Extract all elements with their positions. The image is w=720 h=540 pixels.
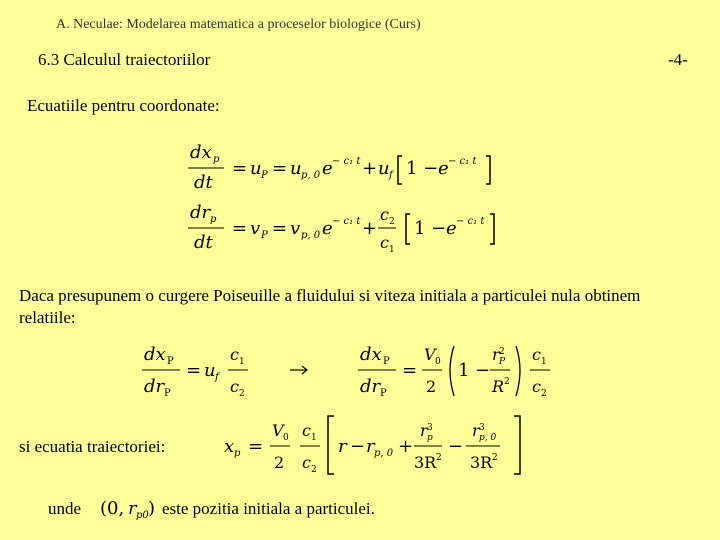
svg-text:c: c <box>532 345 541 364</box>
svg-text:1: 1 <box>389 245 395 255</box>
svg-text:u: u <box>250 158 262 179</box>
svg-text:1 −: 1 − <box>406 158 439 179</box>
svg-text:1: 1 <box>239 357 245 367</box>
svg-text:r: r <box>128 498 137 519</box>
svg-text:0: 0 <box>435 357 441 367</box>
svg-text:e: e <box>446 218 457 239</box>
svg-text:u: u <box>378 158 390 179</box>
svg-text:3: 3 <box>479 423 485 433</box>
velocity-equations <box>180 138 510 258</box>
svg-text:P: P <box>167 356 174 367</box>
svg-text:c: c <box>230 377 239 396</box>
svg-text:2: 2 <box>426 377 437 396</box>
svg-text:=: = <box>186 360 202 381</box>
poiseuille-paragraph: Daca presupunem o curgere Poiseuille a fluidului si viteza initiala a particulei nula obtinem relatiile: <box>19 286 641 327</box>
svg-text:3R: 3R <box>470 453 493 472</box>
svg-text:c: c <box>380 233 389 252</box>
svg-text:dt: dt <box>194 232 213 253</box>
svg-text:c: c <box>230 345 239 364</box>
svg-text:2: 2 <box>504 377 510 387</box>
svg-text:−: − <box>350 436 366 457</box>
svg-text:e: e <box>322 158 333 179</box>
svg-text:c: c <box>302 453 311 472</box>
svg-text:dr: dr <box>190 202 211 223</box>
svg-text:P: P <box>383 356 390 367</box>
svg-text:v: v <box>250 218 261 239</box>
svg-text:r: r <box>366 436 375 457</box>
trajectory-label: si ecuatia traiectoriei: <box>19 437 166 456</box>
svg-text:− c₁ t: − c₁ t <box>332 216 361 227</box>
svg-text:2: 2 <box>436 453 442 463</box>
document-header: A. Neculae: Modelarea matematica a proceselor biologice (Curs) <box>56 17 421 32</box>
svg-text:x: x <box>224 436 235 457</box>
svg-text:P: P <box>499 357 506 367</box>
svg-text:1: 1 <box>541 357 547 367</box>
svg-text:c: c <box>302 421 311 440</box>
svg-text:dx: dx <box>360 344 382 365</box>
svg-text:2: 2 <box>541 389 547 399</box>
svg-text:V: V <box>424 345 436 364</box>
svg-text:f: f <box>389 170 393 181</box>
trajectory-equation <box>220 412 530 478</box>
svg-text:1: 1 <box>311 433 317 443</box>
svg-text:=: = <box>272 158 288 179</box>
svg-text:dx: dx <box>190 142 212 163</box>
svg-text:2: 2 <box>311 465 317 475</box>
svg-text:2: 2 <box>389 217 395 227</box>
svg-text:u: u <box>204 360 216 381</box>
svg-text:r: r <box>492 345 500 364</box>
section-title: 6.3 Calculul traiectoriilor <box>38 50 211 69</box>
svg-text:P: P <box>380 388 387 399</box>
svg-text:R: R <box>492 377 505 396</box>
svg-text:c: c <box>380 205 389 224</box>
svg-text:3: 3 <box>427 423 433 433</box>
svg-text:e: e <box>438 158 449 179</box>
svg-text:p: p <box>234 448 241 459</box>
svg-text:p0: p0 <box>136 510 149 521</box>
svg-text:f: f <box>215 372 219 383</box>
svg-text:V: V <box>272 421 284 440</box>
svg-text:c: c <box>532 377 541 396</box>
svg-text:2: 2 <box>274 453 285 472</box>
svg-text:=: = <box>272 218 288 239</box>
svg-text:p, 0: p, 0 <box>479 433 497 443</box>
svg-text:2: 2 <box>499 347 505 357</box>
svg-text:=: = <box>232 218 248 239</box>
svg-text:3R: 3R <box>414 453 437 472</box>
svg-text:p: p <box>210 214 217 225</box>
svg-text:p, 0: p, 0 <box>301 230 321 241</box>
svg-text:e: e <box>322 218 333 239</box>
svg-text:+: + <box>362 158 378 179</box>
svg-text:+: + <box>398 436 414 457</box>
svg-text:P: P <box>164 388 171 399</box>
svg-text:P: P <box>261 170 268 181</box>
svg-text:): ) <box>148 498 156 519</box>
svg-text:r: r <box>338 436 347 457</box>
svg-text:(0,: (0, <box>100 498 125 519</box>
svg-text:dt: dt <box>194 172 213 193</box>
svg-text:− c₁ t: − c₁ t <box>448 156 477 167</box>
svg-text:−: − <box>448 436 464 457</box>
initial-position-text: este pozitia initiala a particulei. <box>162 499 375 518</box>
svg-text:dr: dr <box>144 376 165 397</box>
svg-text:p, 0: p, 0 <box>374 448 394 459</box>
svg-text:dx: dx <box>144 344 166 365</box>
page-number: -4- <box>668 50 688 69</box>
svg-text:1 −: 1 − <box>458 360 491 381</box>
svg-text:+: + <box>362 218 378 239</box>
svg-text:− c₁ t: − c₁ t <box>456 216 485 227</box>
svg-text:2: 2 <box>492 453 498 463</box>
svg-text:P: P <box>261 230 268 241</box>
svg-text:v: v <box>290 218 301 239</box>
svg-text:0: 0 <box>283 433 289 443</box>
unde-label: unde <box>48 499 82 518</box>
svg-text:r: r <box>420 421 428 440</box>
coordinate-equations-label: Ecuatiile pentru coordonate: <box>27 96 220 115</box>
svg-text:2: 2 <box>239 389 245 399</box>
svg-text:dr: dr <box>360 376 381 397</box>
svg-text:1 −: 1 − <box>414 218 447 239</box>
svg-text:r: r <box>472 421 480 440</box>
svg-text:=: = <box>248 436 264 457</box>
svg-text:p: p <box>213 154 220 165</box>
svg-text:u: u <box>290 158 302 179</box>
svg-text:p, 0: p, 0 <box>301 170 321 181</box>
initial-position-symbol <box>98 492 156 522</box>
svg-text:=: = <box>232 158 248 179</box>
poiseuille-relations <box>140 340 560 404</box>
svg-text:p: p <box>427 433 433 443</box>
svg-text:=: = <box>402 360 418 381</box>
svg-text:− c₁ t: − c₁ t <box>332 156 361 167</box>
